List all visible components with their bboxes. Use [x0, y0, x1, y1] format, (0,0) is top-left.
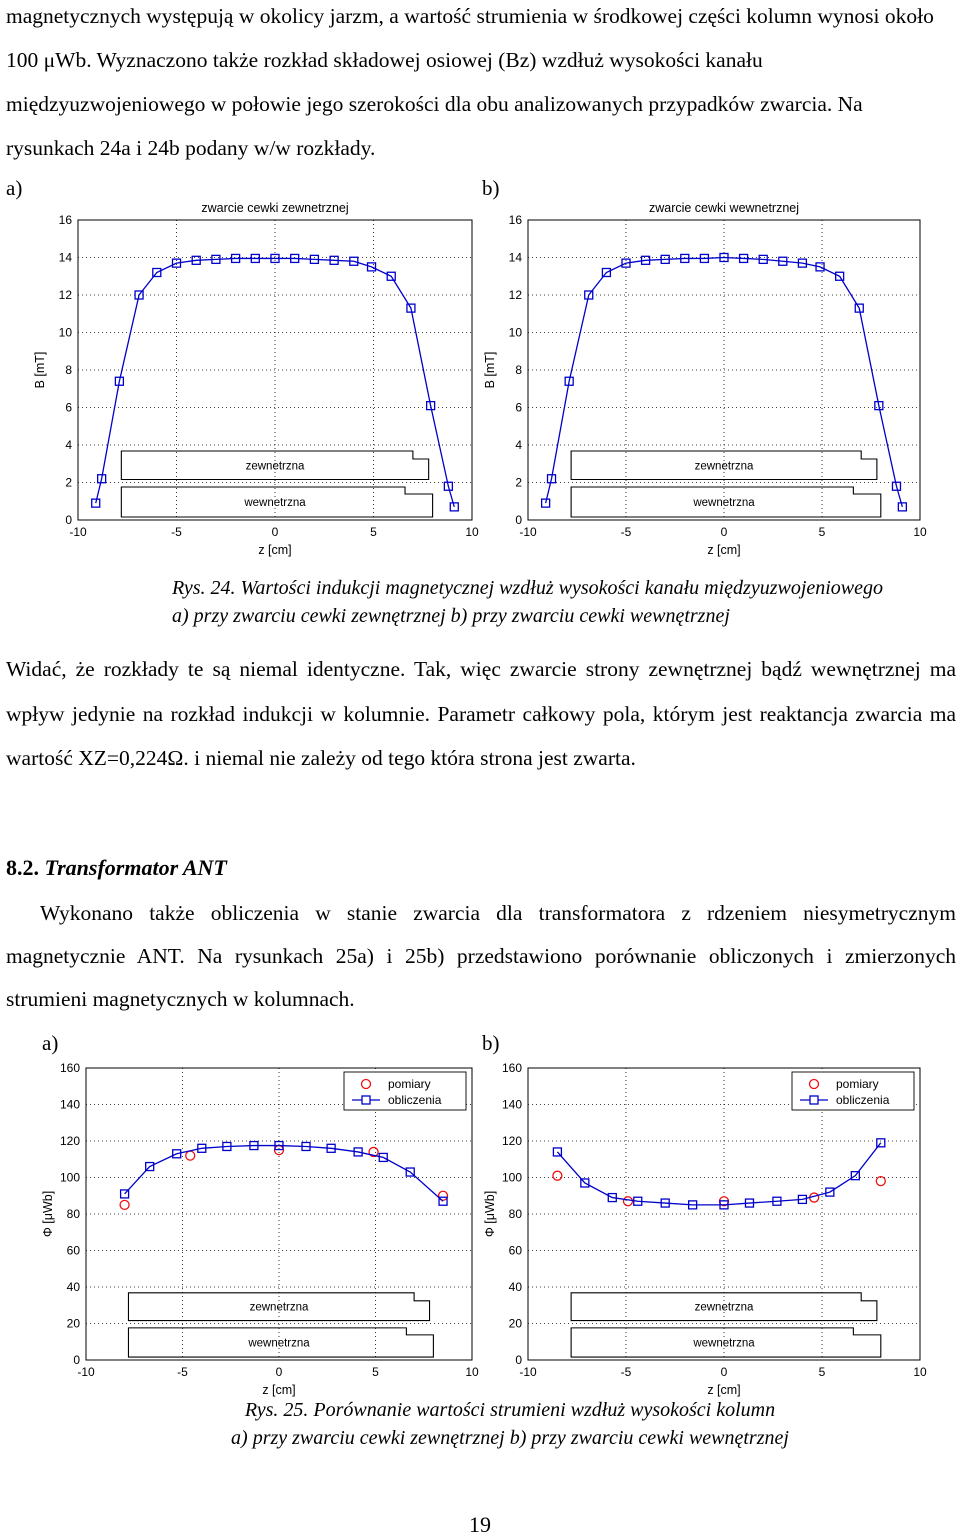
figure-25b-label: b)	[482, 1031, 500, 1055]
y-tick-label: 100	[59, 1170, 80, 1185]
data-point-circle	[120, 1200, 129, 1209]
y-tick-label: 100	[501, 1170, 522, 1185]
y-tick-label: 80	[66, 1207, 80, 1221]
data-point-circle	[186, 1151, 195, 1160]
x-tick-label: 10	[913, 525, 927, 539]
y-tick-label: 140	[501, 1097, 522, 1112]
ant-paragraph	[6, 892, 956, 1021]
y-tick-label: 160	[59, 1061, 80, 1075]
outer-coil-label: zewnetrzna	[694, 1301, 754, 1314]
section-heading	[6, 855, 227, 881]
legend-marker-square	[810, 1096, 818, 1104]
y-tick-label: 140	[59, 1097, 80, 1112]
y-tick-label: 10	[508, 325, 522, 340]
inner-coil-label: wewnetrzna	[248, 1337, 310, 1350]
legend-entry: obliczenia	[388, 1093, 442, 1107]
x-tick-label: -5	[171, 525, 182, 539]
y-tick-label: 0	[515, 513, 522, 527]
figure-24b-label: b)	[482, 176, 500, 200]
intro-paragraph	[6, 0, 956, 170]
y-axis-label: B [mT]	[33, 351, 47, 389]
figure-24-caption-line2: a) przy zwarciu cewki zewnętrznej b) przy zwarciu cewki wewnętrznej	[172, 605, 730, 627]
inner-coil-label: wewnetrzna	[693, 497, 755, 509]
legend-entry: obliczenia	[836, 1093, 890, 1107]
x-tick-label: 5	[372, 1365, 379, 1379]
y-tick-label: 14	[58, 250, 72, 265]
y-tick-label: 6	[65, 400, 72, 415]
inner-coil-label: wewnetrzna	[693, 1337, 755, 1350]
chart-title: zwarcie cewki wewnetrznej	[648, 201, 800, 215]
x-tick-label: 10	[465, 1365, 479, 1379]
discussion-paragraph	[6, 647, 956, 781]
y-tick-label: 6	[515, 400, 522, 415]
chart-title: zwarcie cewki zewnetrznej	[201, 201, 349, 215]
y-tick-label: 80	[508, 1207, 522, 1221]
x-tick-label: 0	[720, 525, 728, 539]
discussion-text: Widać, że rozkłady te są niemal identyczne. Tak, więc zwarcie strony zewnętrznej bądź wewnętrznej ma wpływ jedynie na rozkład indukcji w kolumnie. Parametr całkowy pola, którym jest reaktancja zwarcia ma wartość XZ=0,224Ω. i niemal nie zależy od tego która strona jest zwarta.	[6, 657, 956, 770]
figure-24a-label: a)	[6, 176, 23, 200]
x-tick-label: -5	[620, 1365, 632, 1379]
y-tick-label: 8	[515, 363, 522, 377]
y-tick-label: 0	[515, 1353, 522, 1367]
x-tick-label: 10	[465, 525, 479, 539]
y-tick-label: 20	[508, 1316, 522, 1331]
x-tick-label: 0	[275, 1365, 283, 1379]
y-tick-label: 60	[508, 1243, 522, 1258]
y-tick-label: 16	[508, 213, 522, 227]
outer-coil-label: zewnetrzna	[245, 460, 305, 473]
y-axis-label: Φ [μWb]	[483, 1190, 497, 1238]
page-number: 19	[469, 1512, 491, 1537]
x-tick-label: -10	[69, 525, 87, 539]
legend-entry: pomiary	[836, 1077, 879, 1091]
x-tick-label: -5	[620, 525, 632, 539]
x-axis-label: z [cm]	[707, 543, 741, 557]
chart-fig25a	[0, 1058, 480, 1398]
y-tick-label: 10	[58, 325, 72, 340]
figure-24-caption-line1: Rys. 24. Wartości indukcji magnetycznej wzdłuż wysokości kanału międzyuzwojeniowego	[172, 577, 884, 599]
x-axis-label: z [cm]	[707, 1383, 741, 1397]
x-tick-label: 0	[271, 525, 279, 539]
x-tick-label: -10	[519, 525, 537, 539]
intro-text: magnetycznych występują w okolicy jarzm, a wartość strumienia w środkowej części kolumn wynosi około 100 μWb. Wyznaczono także rozkład składowej osiowej (Bz) wzdłuż wysokości kanału międzyuzwojeniowego w połowie jego szerokości dla obu analizowanych przypadków zwarcia. Na rysunkach 24a i 24b podany w/w rozkłady.	[6, 4, 934, 160]
figure-25a-label: a)	[42, 1031, 59, 1055]
y-tick-label: 12	[58, 288, 72, 302]
y-axis-label: Φ [μWb]	[41, 1190, 55, 1238]
y-tick-label: 0	[65, 513, 72, 527]
x-axis-label: z [cm]	[262, 1383, 296, 1397]
x-tick-label: -10	[519, 1365, 537, 1379]
y-tick-label: 60	[66, 1243, 80, 1258]
data-point-circle	[876, 1177, 885, 1186]
data-point-circle	[623, 1197, 632, 1206]
x-tick-label: 0	[720, 1365, 728, 1379]
y-tick-label: 2	[515, 475, 522, 490]
y-tick-label: 120	[59, 1134, 80, 1148]
y-axis-label: B [mT]	[483, 351, 497, 389]
section-title: Transformator ANT	[44, 855, 227, 880]
figure-25-caption	[170, 1396, 850, 1452]
ant-text: Wykonano także obliczenia w stanie zwarcia dla transformatora z rdzeniem niesymetrycznym magnetycznie ANT. Na rysunkach 25a) i 25b) przedstawiono porównanie obliczonych i zmierzonych strumieni magnetycznych w kolumnach.	[6, 901, 956, 1011]
x-tick-label: -10	[77, 1365, 95, 1379]
x-tick-label: -5	[177, 1365, 188, 1379]
outer-coil-label: zewnetrzna	[249, 1301, 309, 1314]
x-tick-label: 5	[818, 525, 826, 539]
x-tick-label: 10	[913, 1365, 927, 1379]
y-tick-label: 16	[58, 213, 72, 227]
y-tick-label: 12	[508, 288, 522, 302]
y-tick-label: 20	[66, 1316, 80, 1331]
y-tick-label: 4	[515, 438, 522, 452]
chart-fig24b	[478, 190, 958, 565]
y-tick-label: 0	[73, 1353, 80, 1367]
outer-coil-label: zewnetrzna	[694, 460, 754, 473]
chart-fig24a	[0, 190, 480, 565]
y-tick-label: 40	[508, 1280, 522, 1294]
y-tick-label: 120	[501, 1134, 522, 1148]
chart-fig25b	[478, 1058, 958, 1398]
figure-25-caption-line2: a) przy zwarciu cewki zewnętrznej b) przy zwarciu cewki wewnętrznej	[231, 1427, 789, 1449]
figure-24-caption	[172, 574, 883, 630]
y-tick-label: 40	[66, 1280, 80, 1294]
section-number: 8.2.	[6, 855, 39, 880]
y-tick-label: 4	[65, 438, 72, 452]
figure-25-caption-line1: Rys. 25. Porównanie wartości strumieni wzdłuż wysokości kolumn	[244, 1399, 776, 1421]
y-tick-label: 14	[508, 250, 522, 265]
x-tick-label: 5	[370, 525, 377, 539]
inner-coil-label: wewnetrzna	[244, 497, 306, 509]
y-tick-label: 2	[65, 475, 72, 490]
legend-entry: pomiary	[388, 1077, 431, 1091]
legend-marker-square	[362, 1096, 370, 1104]
x-tick-label: 5	[818, 1365, 826, 1379]
x-axis-label: z [cm]	[258, 543, 292, 557]
y-tick-label: 160	[501, 1061, 522, 1075]
y-tick-label: 8	[65, 363, 72, 377]
data-point-circle	[553, 1171, 562, 1180]
